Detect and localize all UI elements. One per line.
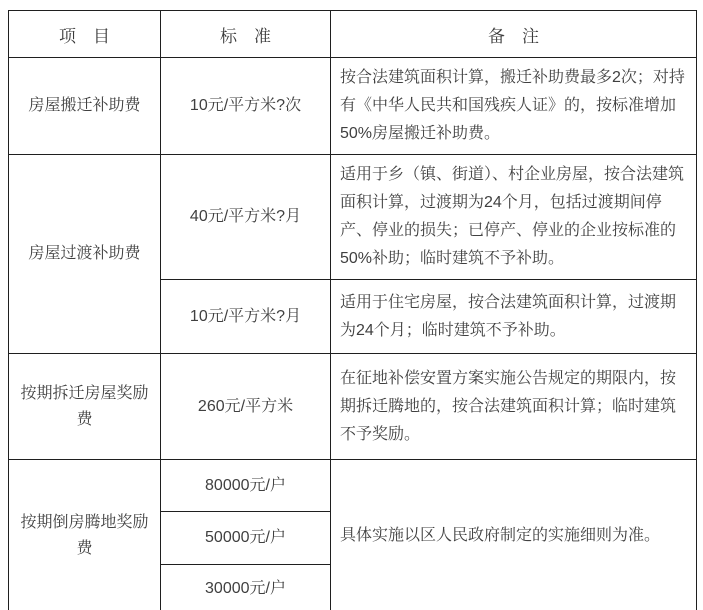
compensation-standards-table: [8, 10, 697, 610]
table-row: [9, 460, 697, 512]
table-row: [9, 155, 697, 280]
cell-item-ontime-vacate-reward: 按期倒房腾地奖励费: [9, 460, 161, 610]
cell-note-ontime-demolition-reward: 在征地补偿安置方案实施公告规定的期限内，按期拆迁腾地的，按合法建筑面积计算；临时建筑不予奖励。: [331, 354, 697, 460]
cell-note-transition-residential: 适用于住宅房屋，按合法建筑面积计算，过渡期为24个月；临时建筑不予补助。: [331, 280, 697, 354]
cell-standard-vacate-reward-tier1: 80000元/户: [161, 460, 331, 512]
cell-note-moving-subsidy: 按合法建筑面积计算，搬迁补助费最多2次；对持有《中华人民共和国残疾人证》的，按标准增加50%房屋搬迁补助费。: [331, 58, 697, 155]
cell-note-transition-enterprise: 适用于乡（镇、街道）、村企业房屋，按合法建筑面积计算，过渡期为24个月，包括过渡期间停产、停业的损失；已停产、停业的企业按标准的50%补助；临时建筑不予补助。: [331, 155, 697, 280]
column-header-note: 备 注: [331, 11, 697, 58]
column-header-standard: 标 准: [161, 11, 331, 58]
table-row: [9, 58, 697, 155]
cell-standard-transition-enterprise: 40元/平方米?月: [161, 155, 331, 280]
cell-standard-ontime-demolition-reward: 260元/平方米: [161, 354, 331, 460]
table-row: [9, 354, 697, 460]
cell-standard-transition-residential: 10元/平方米?月: [161, 280, 331, 354]
column-header-item: 项 目: [9, 11, 161, 58]
table-header-row: [9, 11, 697, 58]
cell-item-transition-subsidy: 房屋过渡补助费: [9, 155, 161, 354]
cell-note-ontime-vacate-reward: 具体实施以区人民政府制定的实施细则为准。: [331, 460, 697, 610]
cell-standard-vacate-reward-tier3: 30000元/户: [161, 565, 331, 610]
cell-item-ontime-demolition-reward: 按期拆迁房屋奖励费: [9, 354, 161, 460]
cell-standard-moving-subsidy: 10元/平方米?次: [161, 58, 331, 155]
cell-item-moving-subsidy: 房屋搬迁补助费: [9, 58, 161, 155]
cell-standard-vacate-reward-tier2: 50000元/户: [161, 512, 331, 565]
